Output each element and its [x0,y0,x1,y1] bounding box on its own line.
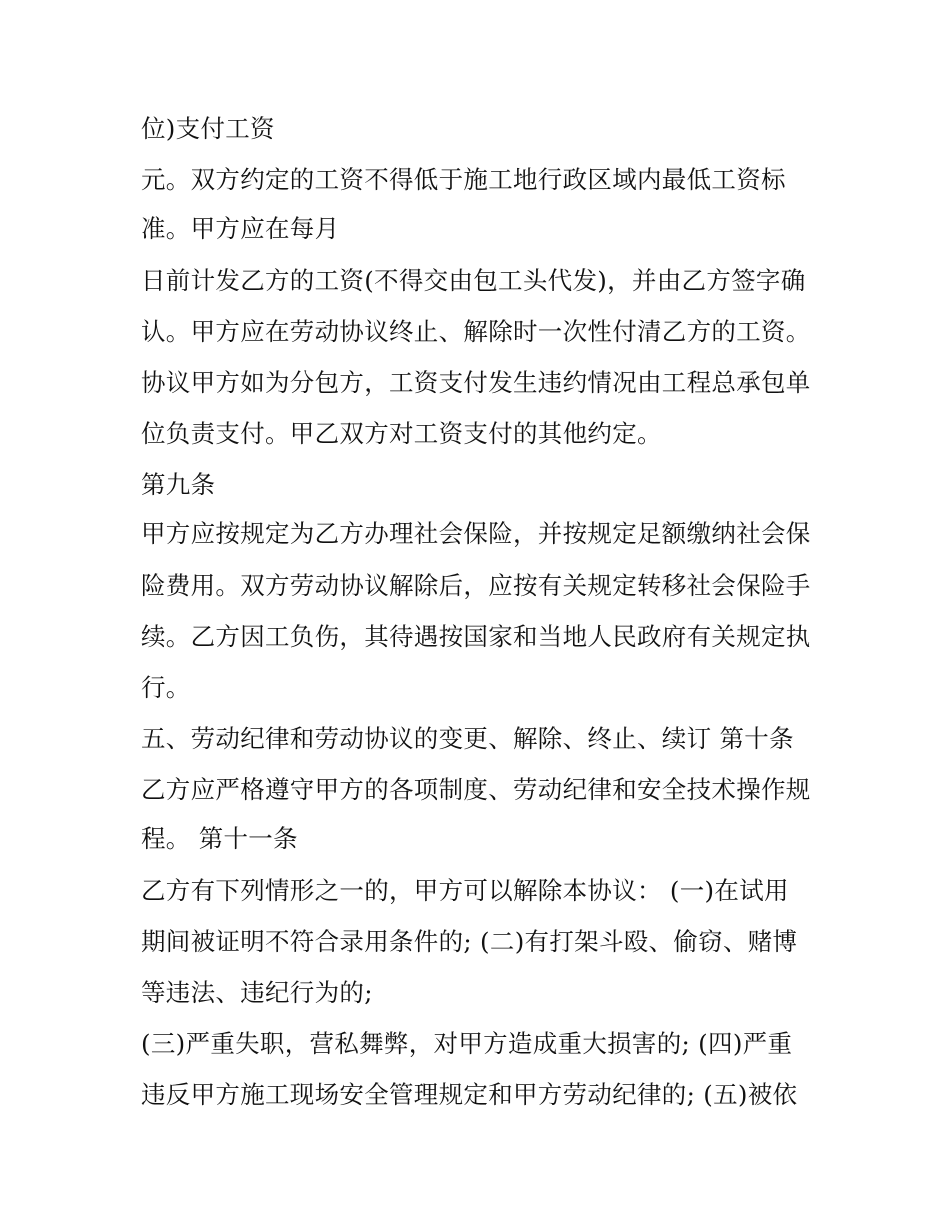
text-line: (三)严重失职，营私舞弊，对甲方造成重大损害的; (四)严重 [141,1029,793,1058]
text-line: 日前计发乙方的工资(不得交由包工头代发)，并由乙方签字确 [141,266,806,295]
text-line: 第九条 [141,470,216,499]
text-line: 位)支付工资 [141,114,275,143]
text-line: 认。甲方应在劳动协议终止、解除时一次性付清乙方的工资。 [141,317,811,346]
text-line: 违反甲方施工现场安全管理规定和甲方劳动纪律的; (五)被依 [141,1080,798,1109]
text-line: 险费用。双方劳动协议解除后，应按有关规定转移社会保险手 [141,571,811,600]
text-line: 续。乙方因工负伤，其待遇按国家和当地人民政府有关规定执 [141,622,811,651]
text-line: 期间被证明不符合录用条件的; (二)有打架斗殴、偷窃、赌博 [141,927,798,956]
text-line: 位负责支付。甲乙双方对工资支付的其他约定。 [141,419,662,448]
text-line: 乙方有下列情形之一的，甲方可以解除本协议： (一)在试用 [141,876,789,905]
text-line: 甲方应按规定为乙方办理社会保险，并按规定足额缴纳社会保 [141,519,811,548]
text-line: 程。 第十一条 [141,824,298,853]
text-line: 协议甲方如为分包方，工资支付发生违约情况由工程总承包单 [141,368,811,397]
text-line: 元。双方约定的工资不得低于施工地行政区域内最低工资标 [141,165,786,194]
text-line: 准。甲方应在每月 [141,214,340,243]
text-line: 乙方应严格遵守甲方的各项制度、劳动纪律和安全技术操作规 [141,775,811,804]
text-line: 五、劳动纪律和劳动协议的变更、解除、终止、续订 第十条 [141,724,794,753]
text-line: 等违法、违纪行为的; [141,978,373,1007]
text-line: 行。 [141,673,191,702]
